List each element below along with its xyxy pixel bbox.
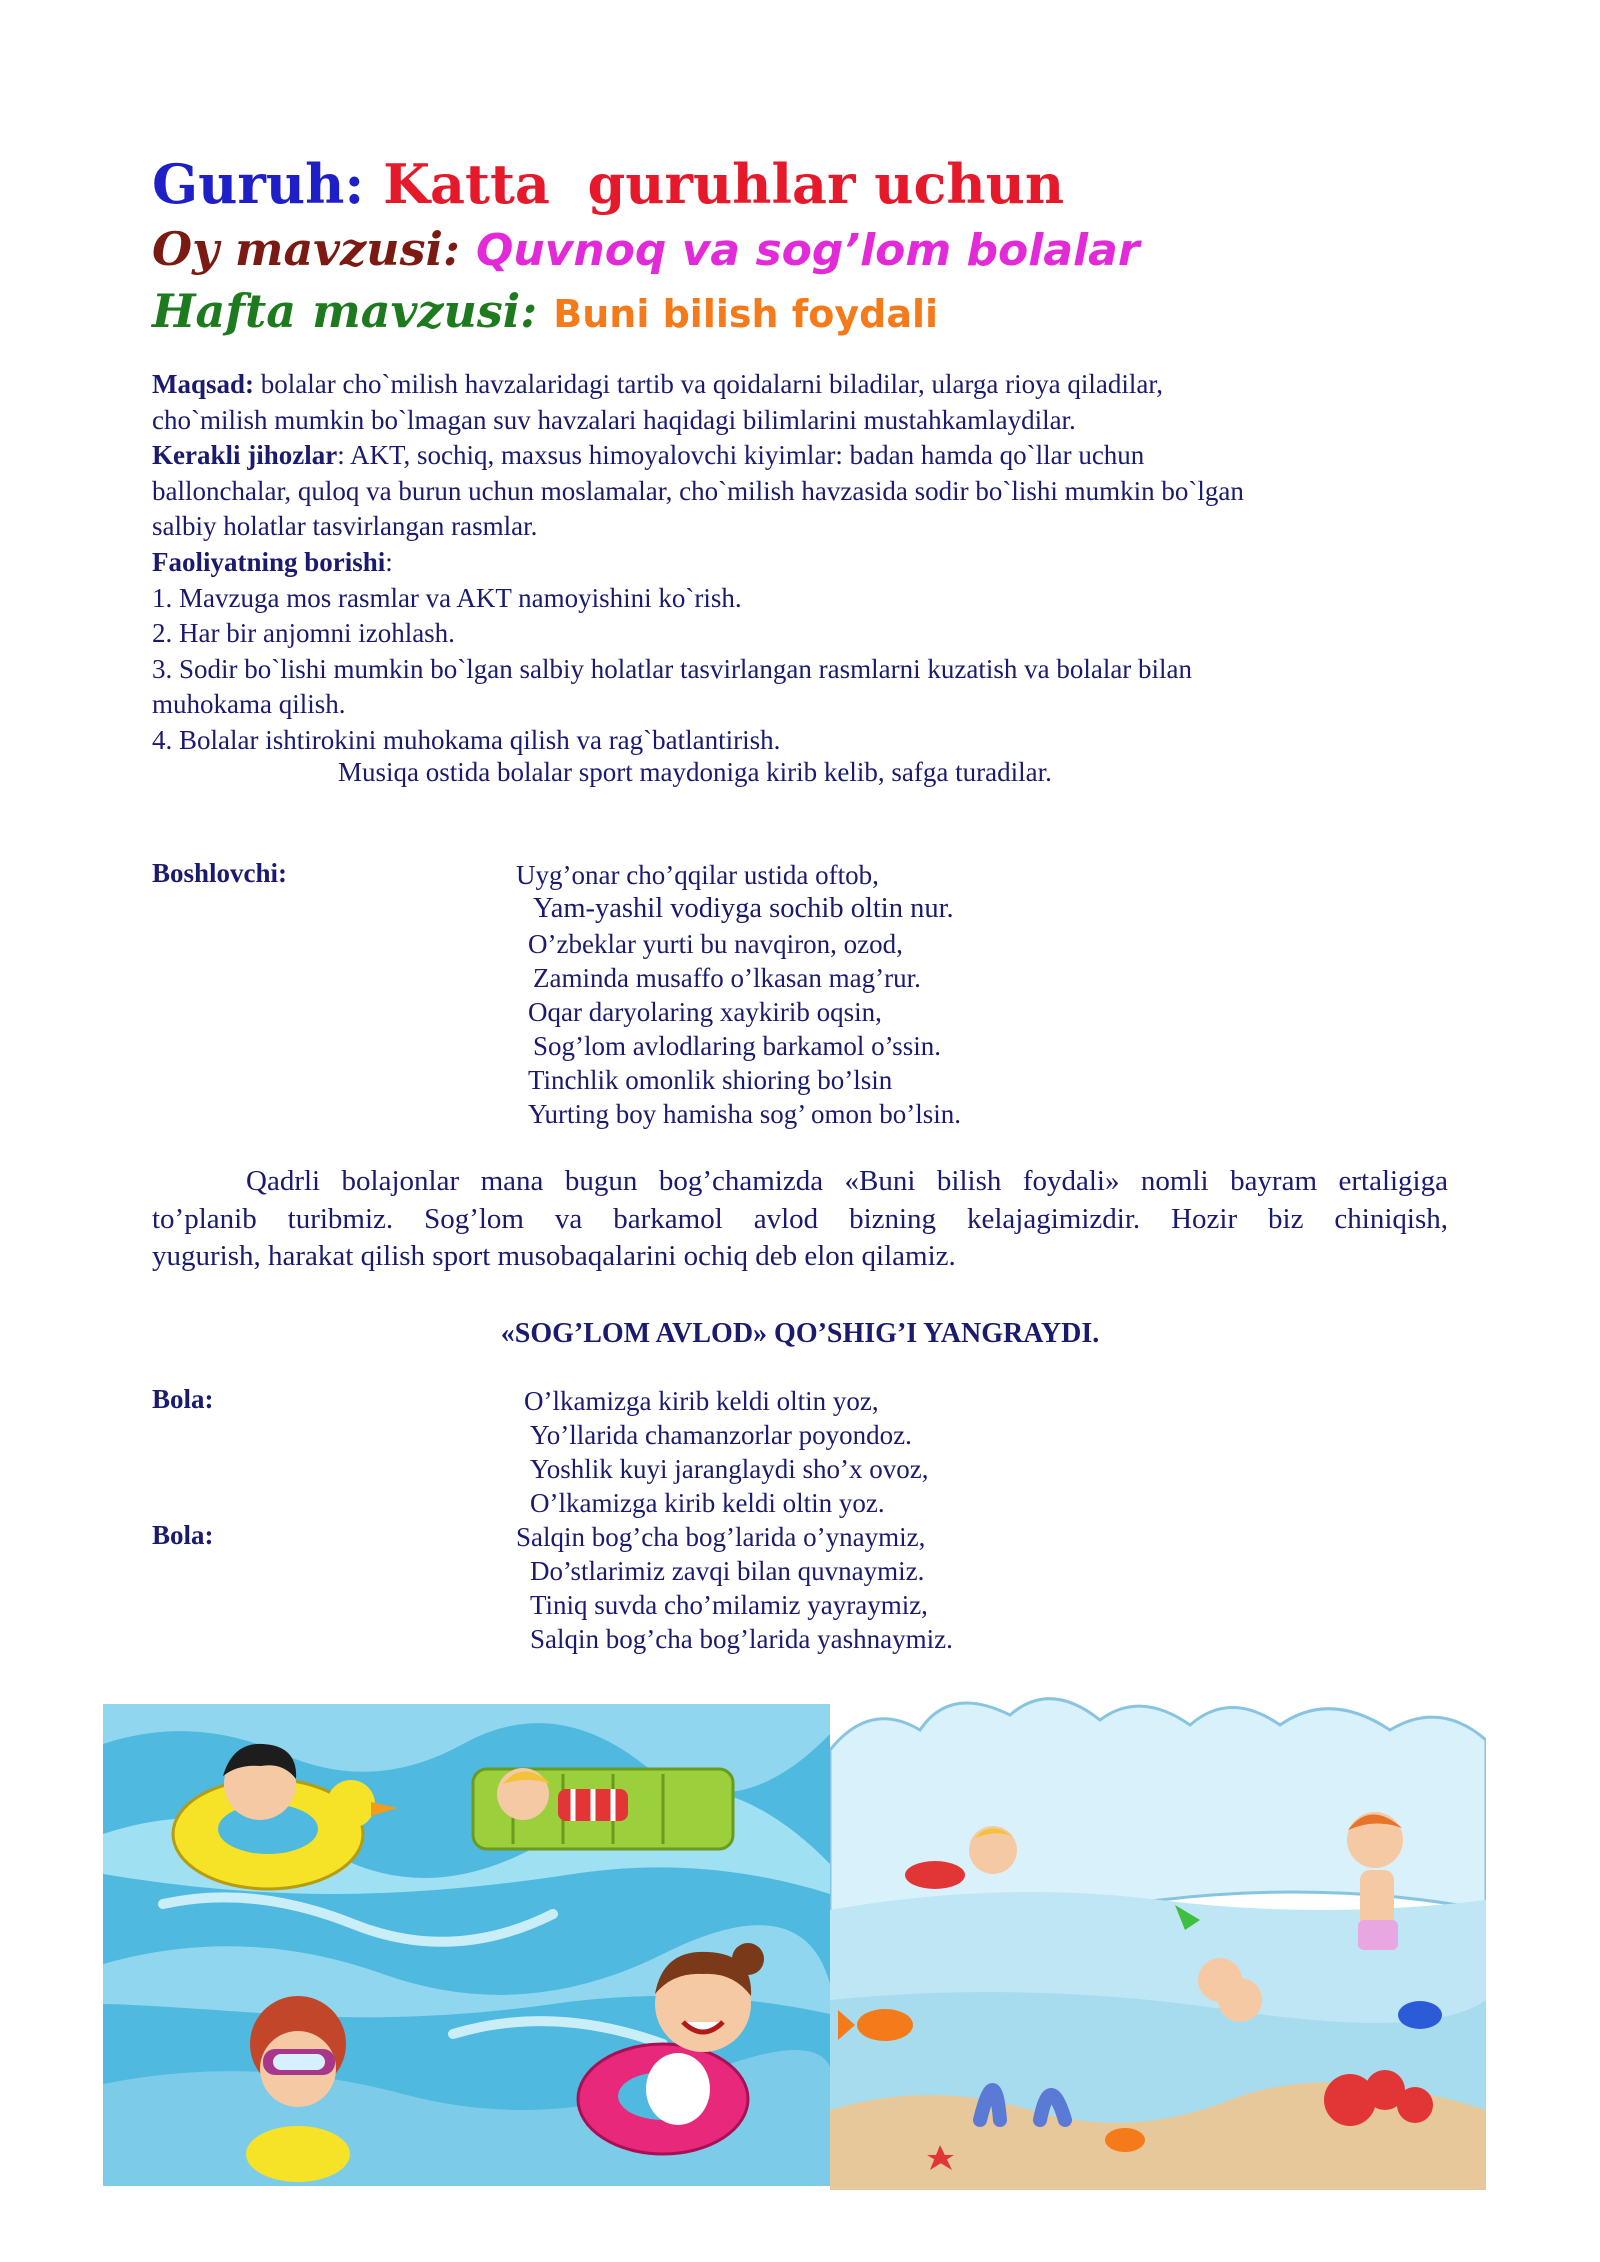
month-value: Quvnoq va sog’lom bolalar (475, 225, 1140, 276)
faoliyat-line (152, 545, 1452, 581)
poem-line: Yurting boy hamisha sog’ omon bo’lsin. (528, 1099, 961, 1129)
maqsad-label: Maqsad: (152, 369, 255, 399)
step-item: muhokama qilish. (152, 689, 346, 720)
poem-line: Salqin bog’cha bog’larida o’ynaymiz, (516, 1522, 926, 1552)
faoliyat-label: Faoliyatning borishi (152, 546, 386, 577)
poem-line: Tinchlik omonlik shioring bo’lsin (528, 1065, 893, 1095)
faoliyat-colon: : (385, 546, 393, 577)
music-line: Musiqa ostida bolalar sport maydoniga kirib kelib, safga turadilar. (338, 757, 1052, 787)
maqsad-line (152, 367, 1452, 403)
speaker-label: Bola: (152, 1384, 214, 1414)
poem-line: Zaminda musaffo o’lkasan mag’rur. (533, 963, 921, 993)
jihoz-text-3: salbiy holatlar tasvirlangan rasmlar. (152, 511, 538, 542)
main-paragraph (152, 1163, 1448, 1276)
group-label: Guruh: (152, 152, 365, 216)
speaker-label: Bola: (152, 1520, 214, 1550)
poem-line: Oqar daryolaring xaykirib oqsin, (528, 997, 882, 1027)
poem-line: Yo’llarida chamanzorlar poyondoz. (530, 1420, 912, 1450)
poem-line: Uyg’onar cho’qqilar ustida oftob, (516, 860, 879, 890)
step-item: 2. Har bir anjomni izohlash. (152, 618, 455, 649)
week-value: Buni bilish foydali (553, 292, 939, 336)
poem-line: Yoshlik kuyi jaranglaydi sho’x ovoz, (530, 1454, 929, 1484)
poem-line: Sog’lom avlodlaring barkamol o’ssin. (533, 1031, 941, 1061)
speaker-label: Boshlovchi: (152, 858, 288, 888)
jihoz-text-2: ballonchalar, quloq va burun uchun moslamalar, cho`milish havzasida sodir bo`lishi mumkin bo`lgan (152, 475, 1244, 506)
poem-line: Yam-yashil vodiyga sochib oltin nur. (533, 893, 954, 924)
jihoz-line (152, 438, 1452, 474)
intro-section (152, 367, 1452, 759)
month-label: Oy mavzusi: (152, 222, 460, 276)
poem-line: Salqin bog’cha bog’larida yashnaymiz. (530, 1624, 953, 1654)
paragraph-line: to’planib turibmiz. Sog’lom va barkamol avlod bizning kelajagimizdir. Hozir biz chiniqish, (152, 1202, 1448, 1235)
jihoz-label: Kerakli jihozlar (152, 440, 338, 471)
poem-line: O’lkamizga kirib keldi oltin yoz, (524, 1386, 879, 1416)
group-value: Katta guruhlar uchun (383, 152, 1065, 216)
maqsad-text-2: cho`milish mumkin bo`lmagan suv havzalari haqidagi bilimlarini mustahkamlaydilar. (152, 404, 1076, 435)
week-heading (152, 284, 938, 338)
paragraph-line: Qadrli bolajonlar mana bugun bog’chamizda «Buni bilish foydali» nomli bayram ertaligiga (246, 1165, 1448, 1197)
group-heading (152, 152, 1064, 216)
pool-kids-illustration (103, 1704, 830, 2186)
underwater-illustration (830, 1680, 1486, 2190)
poem-line: O’lkamizga kirib keldi oltin yoz. (530, 1488, 885, 1518)
week-label: Hafta mavzusi: (152, 284, 538, 338)
poem-line: Tiniq suvda cho’milamiz yayraymiz, (530, 1590, 928, 1620)
poem-line: O’zbeklar yurti bu navqiron, ozod, (528, 929, 903, 959)
step-item: 3. Sodir bo`lishi mumkin bo`lgan salbiy holatlar tasvirlangan rasmlarni kuzatish va bolalar bilan (152, 653, 1193, 684)
step-item: 1. Mavzuga mos rasmlar va AKT namoyishini ko`rish. (152, 582, 742, 613)
step-item: 4. Bolalar ishtirokini muhokama qilish va rag`batlantirish. (152, 724, 781, 755)
month-heading (152, 222, 1140, 276)
paragraph-line: yugurish, harakat qilish sport musobaqalarini ochiq deb elon qilamiz. (152, 1240, 956, 1272)
jihoz-text-1: : AKT, sochiq, maxsus himoyalovchi kiyimlar: badan hamda qo`llar uchun (337, 440, 1145, 471)
song-title: «SOG’LOM AVLOD» QO’SHIG’I YANGRAYDI. (500, 1318, 1100, 1349)
maqsad-text-1: bolalar cho`milish havzalaridagi tartib va qoidalarni biladilar, ularga rioya qiladilar, (254, 369, 1164, 399)
poem-line: Do’stlarimiz zavqi bilan quvnaymiz. (530, 1556, 925, 1586)
